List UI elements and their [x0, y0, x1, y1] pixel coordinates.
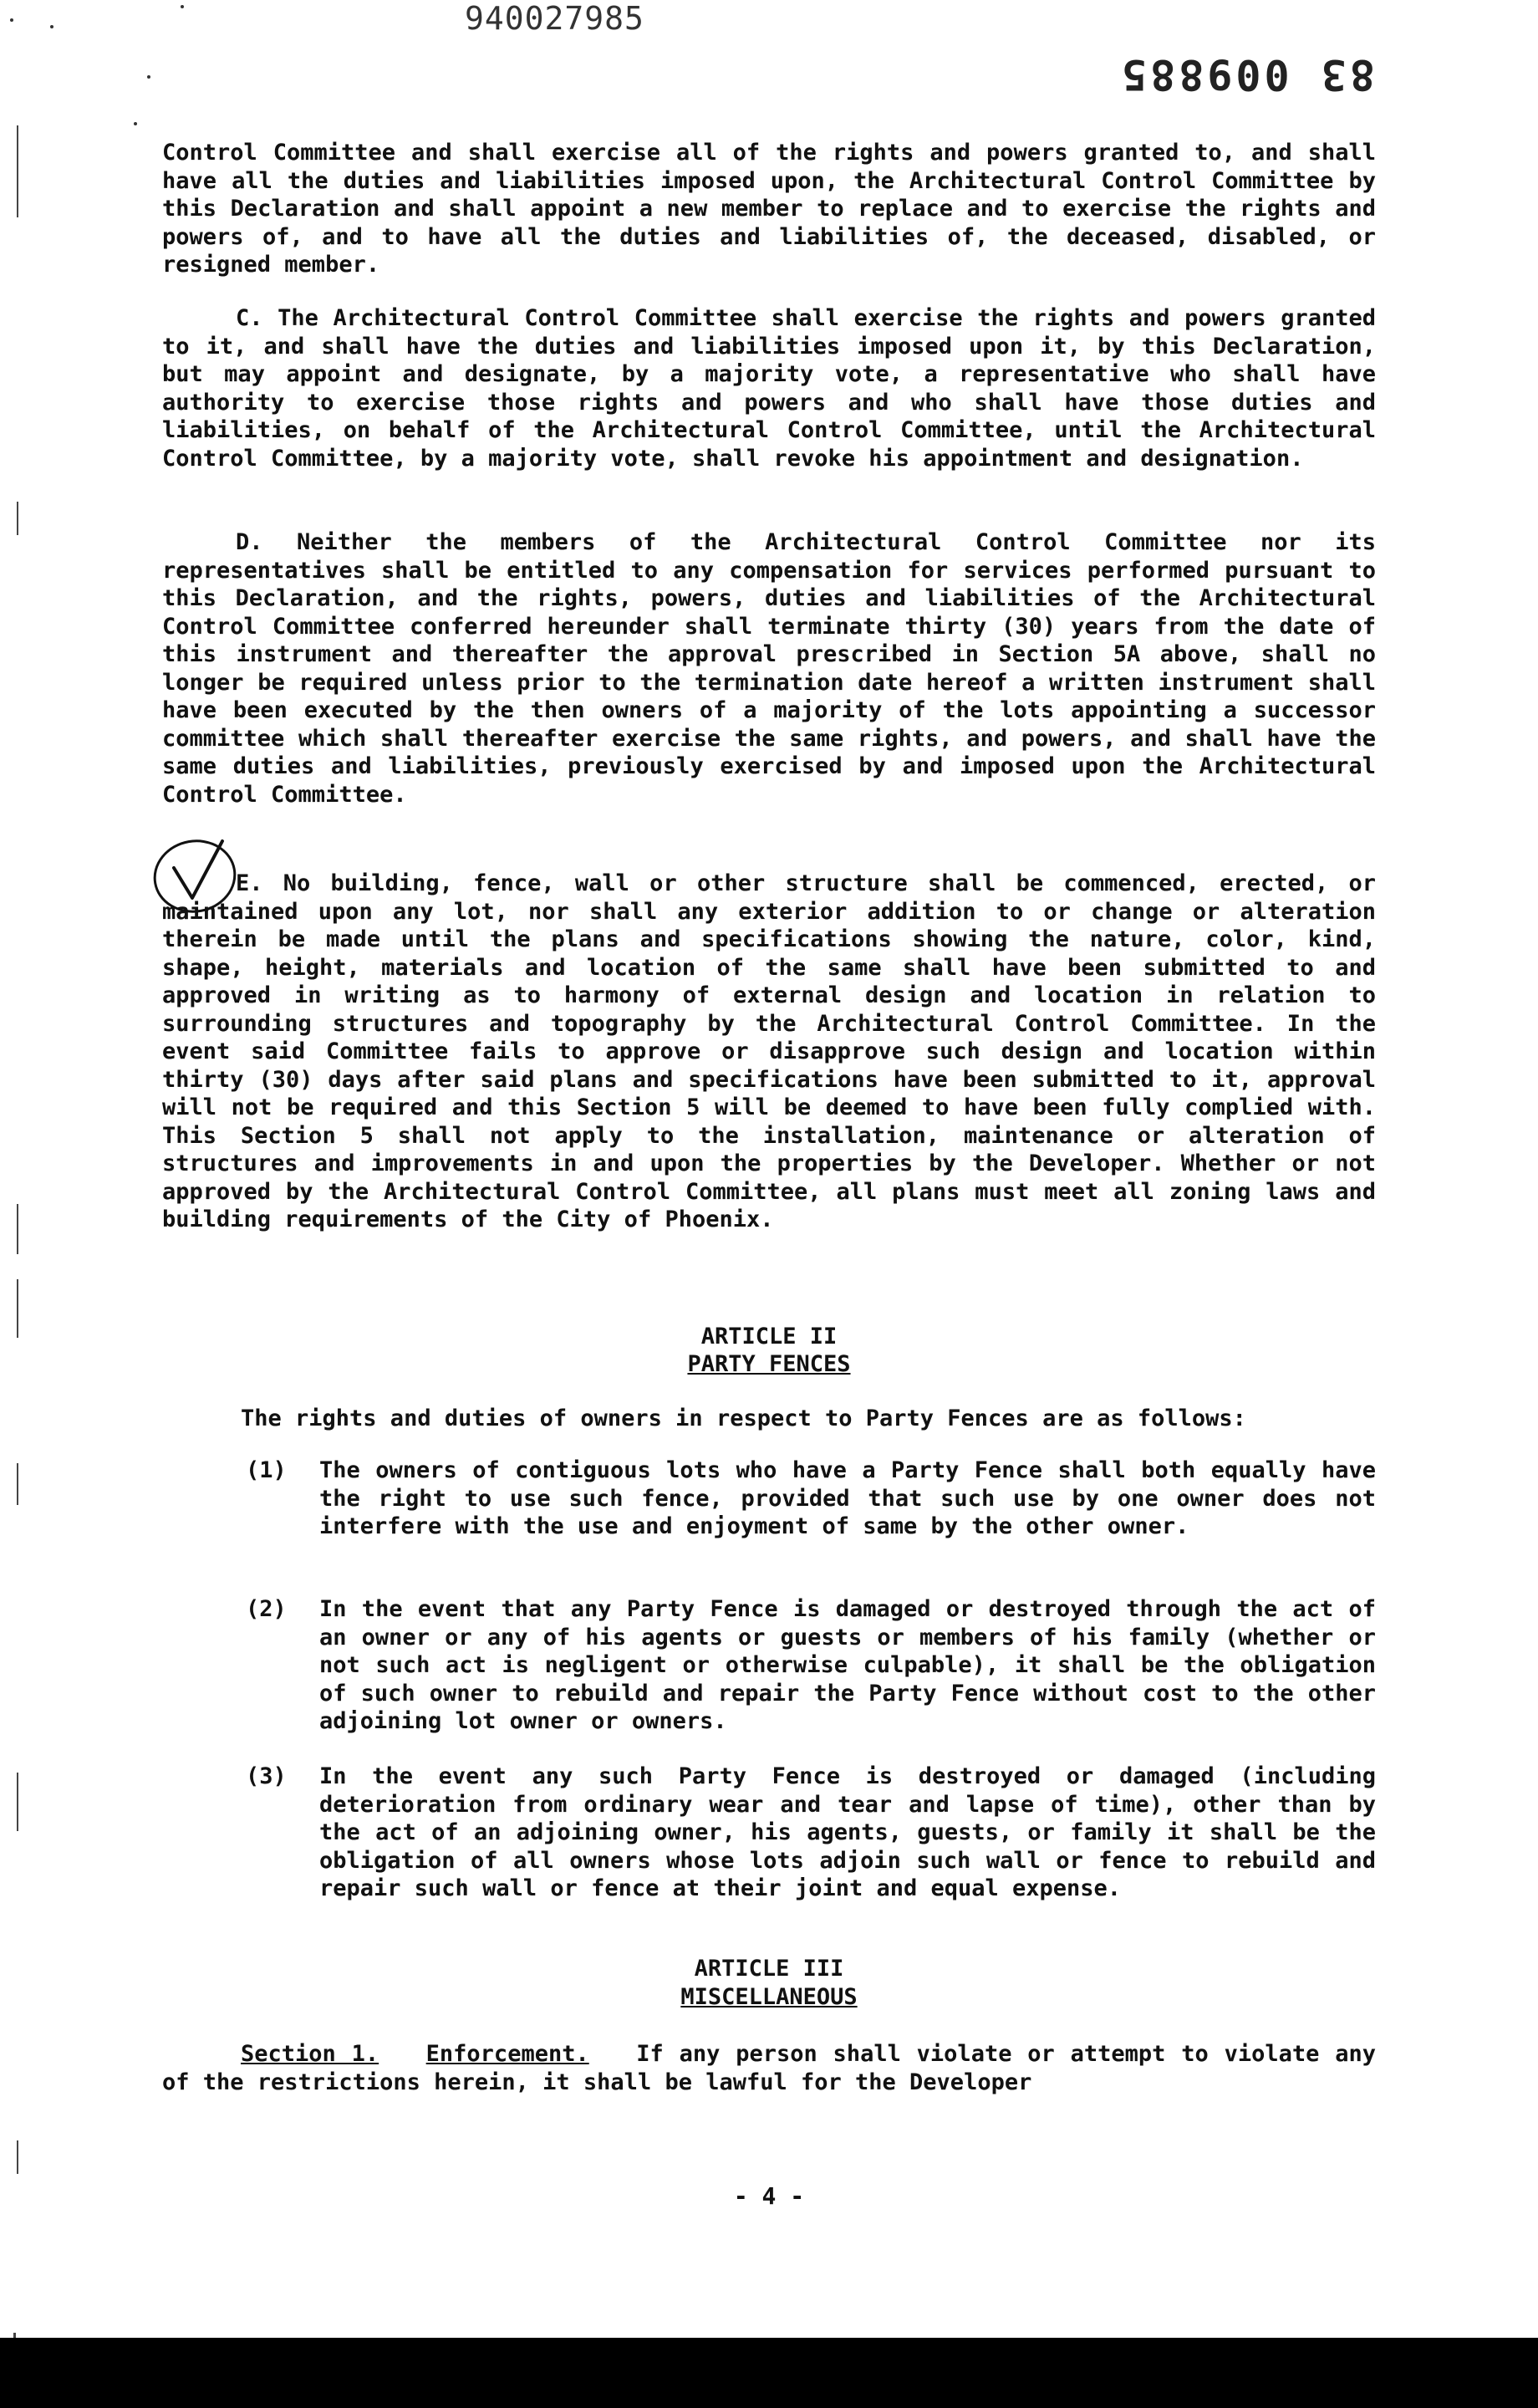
- article-2-subtitle: PARTY FENCES: [687, 1351, 851, 1377]
- paragraph-intro: Control Committee and shall exercise all of the rights and powers granted to, and shall have all the duties and liabilities imposed upon, the Architectural Control Committee by this Declaration and shall appoint a new member to replace and to exercise the rights and powers of, and to have all the duties and liabilities of, the deceased, disabled, or resigned member.: [162, 140, 1376, 278]
- margin-line: [17, 1279, 18, 1338]
- section-text: If any person shall violate or attempt to violate any of the restrictions herein, it shall be lawful for the Developer: [162, 2041, 1376, 2095]
- scan-speck: [147, 75, 150, 79]
- paragraph-e: E. No building, fence, wall or other structure shall be commenced, erected, or maintained upon any lot, nor shall any exterior addition to or change or alteration therein be made until the plans and specifications showing the nature, color, kind, shape, height, materials and location of the same shall have been submitted to and approved in writing as to harmony of external design and location in relation to surrounding structures and topography by the Architectural Control Committee. In the event said Committee fails to approve or disapprove such design and location within thirty (30) days after said plans and specifications have been submitted to it, approval will not be required and this Section 5 will be deemed to have been fully complied with. This Section 5 shall not apply to the installation, maintenance or alteration of structures and improvements in and upon the properties by the Developer. Whether or not approved by the Architectural Control Committee, all plans must meet all zoning laws and building requirements of the City of Phoenix.: [162, 870, 1376, 1232]
- scan-speck: [181, 5, 184, 8]
- section-label: Section 1.: [241, 2041, 379, 2067]
- list-item: In the event any such Party Fence is destroyed or damaged (including deterioration from ordinary wear and tear and lapse of time), other than by the act of an adjoining owner, his agents, guests, or family it shall be the obligation of all owners whose lots adjoin such wall or fence to rebuild and repair such wall or fence at their joint and equal expense.: [319, 1763, 1376, 1901]
- recording-stamp: 83 009885: [1118, 50, 1375, 99]
- scan-border: [0, 2338, 1538, 2408]
- article-2-title: ARTICLE II: [700, 1324, 838, 1349]
- margin-line: [17, 1204, 18, 1254]
- margin-line: [17, 1463, 18, 1505]
- margin-line: [17, 125, 18, 217]
- scan-speck: [50, 25, 53, 28]
- margin-line: [17, 2140, 18, 2174]
- list-item-number: (1): [246, 1457, 287, 1483]
- document-number: 940027985: [465, 0, 644, 37]
- list-item: The owners of contiguous lots who have a Party Fence shall both equally have the right to use such fence, provided that such use by one owner does not interfere with the use and enjoyment of same by the other owner.: [319, 1457, 1376, 1539]
- handwritten-check-icon: [149, 828, 249, 920]
- margin-line: [17, 1773, 18, 1831]
- paragraph-c: C. The Architectural Control Committee shall exercise the rights and powers granted to it, and shall have the duties and liabilities imposed upon it, by this Declaration, but may appoint and designate, by a majority vote, a representative who shall have authority to exercise those rights and powers and who shall have those duties and liabilities, on behalf of the Architectural Control Committee, until the Architectural Control Committee, by a majority vote, shall revoke his appointment and designation.: [162, 305, 1376, 472]
- section-1-paragraph: [162, 2040, 1376, 2096]
- page-number: - 4 -: [733, 2182, 805, 2210]
- scan-speck: [10, 18, 13, 22]
- list-item: In the event that any Party Fence is damaged or destroyed through the act of an owner or any of his agents or guests or members of his family (whether or not such act is negligent or otherwise culpable), it shall be the obligation of such owner to rebuild and repair the Party Fence without cost to the other adjoining lot owner or owners.: [319, 1596, 1376, 1734]
- paragraph-d: D. Neither the members of the Architectural Control Committee nor its representatives shall be entitled to any compensation for services performed pursuant to this Declaration, and the rights, powers, duties and liabilities of the Architectural Control Committee conferred hereunder shall terminate thirty (30) years from the date of this instrument and thereafter the approval prescribed in Section 5A above, shall no longer be required unless prior to the termination date hereof a written instrument shall have been executed by the then owners of a majority of the lots appointing a successor committee which shall thereafter exercise the same rights, and powers, and shall have the same duties and liabilities, previously exercised by and imposed upon the Architectural Control Committee.: [162, 529, 1376, 808]
- list-item-number: (2): [246, 1596, 287, 1622]
- article-3-title: ARTICLE III: [694, 1956, 844, 1982]
- list-item-number: (3): [246, 1763, 287, 1789]
- section-title: Enforcement.: [425, 2041, 589, 2067]
- margin-line: [17, 502, 18, 535]
- article-2-intro: The rights and duties of owners in respect to Party Fences are as follows:: [241, 1406, 1246, 1431]
- article-3-subtitle: MISCELLANEOUS: [680, 1984, 858, 2010]
- scan-speck: [134, 122, 137, 125]
